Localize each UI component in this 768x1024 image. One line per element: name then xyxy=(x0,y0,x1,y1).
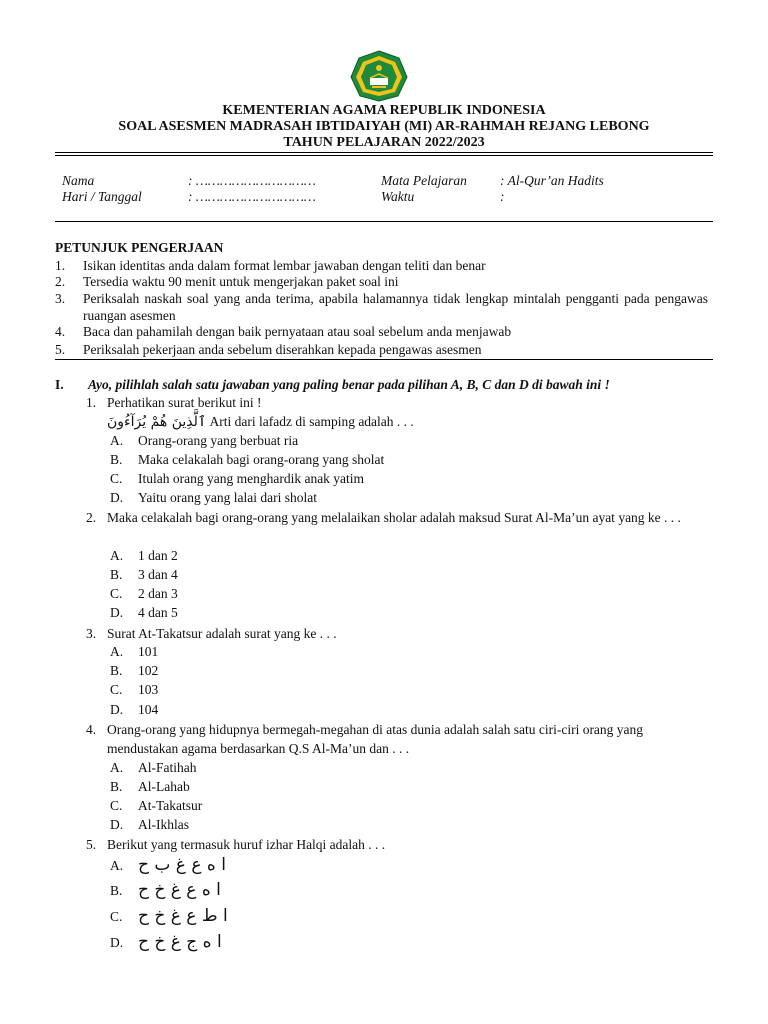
option-text: Al-Lahab xyxy=(138,779,190,794)
arabic-lafadz: ٱلَّذِينَ هُمْ يُرَآءُونَ xyxy=(107,414,207,430)
option-text: 104 xyxy=(138,702,159,717)
option-letter: B. xyxy=(110,779,123,794)
waktu-label: Waktu xyxy=(381,189,415,204)
option-letter: C. xyxy=(110,586,123,601)
question-number: 5. xyxy=(86,837,97,852)
option-text: Maka celakalah bagi orang-orang yang sholat xyxy=(138,452,385,467)
option-letter: C. xyxy=(110,798,123,813)
option-letter: A. xyxy=(110,644,124,659)
instructions-title: PETUNJUK PENGERJAAN xyxy=(55,240,224,255)
question-text: Berikut yang termasuk huruf izhar Halqi adalah . . . xyxy=(107,837,386,852)
option-letter: C. xyxy=(110,682,123,697)
instruction-text: Periksalah pekerjaan anda sebelum diserahkan kepada pengawas asesmen xyxy=(83,342,482,357)
mata-pelajaran-value: : Al-Qur’an Hadits xyxy=(500,173,604,188)
option-arabic-letters: ا ه ع غ خ ح xyxy=(138,880,221,900)
instruction-text: Baca dan pahamilah dengan baik pernyataan atau soal sebelum anda menjawab xyxy=(83,324,512,339)
info-divider xyxy=(55,221,713,222)
option-arabic-letters: ا ه ع غ ب ح xyxy=(138,855,226,875)
question-text: Perhatikan surat berikut ini ! xyxy=(107,395,262,410)
option-letter: D. xyxy=(110,935,124,950)
option-letter: B. xyxy=(110,452,123,467)
instruction-number: 5. xyxy=(55,342,66,357)
option-text: 102 xyxy=(138,663,159,678)
option-text: 101 xyxy=(138,644,159,659)
option-arabic-letters: ا ه ج غ خ ح xyxy=(138,932,222,952)
instruction-number: 3. xyxy=(55,291,66,306)
question-number: 3. xyxy=(86,626,97,641)
instruction-text: Periksalah naskah soal yang anda terima, apabila halamannya tidak lengkap mintalah pengganti pada pengawas ruangan asesmen xyxy=(83,291,708,323)
option-letter: A. xyxy=(110,548,124,563)
nama-label: Nama xyxy=(62,173,95,188)
question-number: 1. xyxy=(86,395,97,410)
nama-field[interactable]: : ………………………… xyxy=(188,173,316,188)
option-letter: B. xyxy=(110,663,123,678)
header-ministry: KEMENTERIAN AGAMA REPUBLIK INDONESIA xyxy=(222,103,546,118)
option-letter: A. xyxy=(110,760,124,775)
option-letter: A. xyxy=(110,858,124,873)
option-text: 1 dan 2 xyxy=(138,548,178,563)
option-text: Al-Ikhlas xyxy=(138,817,189,832)
instruction-number: 1. xyxy=(55,258,66,273)
instruction-number: 2. xyxy=(55,274,66,289)
option-letter: B. xyxy=(110,567,123,582)
ministry-logo xyxy=(350,50,408,102)
option-letter: D. xyxy=(110,490,124,505)
waktu-value: : xyxy=(500,189,505,204)
option-text: 103 xyxy=(138,682,159,697)
hari-tanggal-field[interactable]: : ………………………… xyxy=(188,189,316,204)
header-school-year: TAHUN PELAJARAN 2022/2023 xyxy=(283,135,485,150)
question-number: 4. xyxy=(86,722,97,737)
option-letter: A. xyxy=(110,433,124,448)
instruction-text: Tersedia waktu 90 menit untuk mengerjakan paket soal ini xyxy=(83,274,399,289)
question-text: Maka celakalah bagi orang-orang yang melalaikan sholar adalah maksud Surat Al-Ma’un ayat yang ke . . . xyxy=(107,510,681,525)
question-number: 2. xyxy=(86,510,97,525)
option-text: At-Takatsur xyxy=(138,798,203,813)
section-number: I. xyxy=(55,377,64,392)
section-text: Ayo, pilihlah salah satu jawaban yang paling benar pada pilihan A, B, C dan D di bawah ini ! xyxy=(88,377,610,392)
instruction-number: 4. xyxy=(55,324,66,339)
header-divider-bottom xyxy=(55,155,713,156)
option-text: 2 dan 3 xyxy=(138,586,178,601)
option-letter: C. xyxy=(110,909,123,924)
header-exam-title: SOAL ASESMEN MADRASAH IBTIDAIYAH (MI) AR-RAHMAH REJANG LEBONG xyxy=(118,119,650,134)
option-letter: D. xyxy=(110,702,124,717)
option-text: Itulah orang yang menghardik anak yatim xyxy=(138,471,365,486)
hari-tanggal-label: Hari / Tanggal xyxy=(62,189,142,204)
option-letter: D. xyxy=(110,605,124,620)
option-text: Yaitu orang yang lalai dari sholat xyxy=(138,490,317,505)
question-text: Surat At-Takatsur adalah surat yang ke . . . xyxy=(107,626,337,641)
header-divider-top xyxy=(55,152,713,153)
option-text: 4 dan 5 xyxy=(138,605,178,620)
instruction-text: Isikan identitas anda dalam format lembar jawaban dengan teliti dan benar xyxy=(83,258,486,273)
option-letter: B. xyxy=(110,883,123,898)
instructions-divider xyxy=(55,359,713,360)
option-text: 3 dan 4 xyxy=(138,567,178,582)
question-text: Orang-orang yang hidupnya bermegah-megahan di atas dunia adalah salah satu ciri-ciri orang yang mendustakan agama berdasarkan Q.S Al-Ma’un dan . . . xyxy=(107,722,644,756)
question-text-continued: Arti dari lafadz di samping adalah . . . xyxy=(209,414,414,429)
option-text: Orang-orang yang berbuat ria xyxy=(138,433,299,448)
mata-pelajaran-label: Mata Pelajaran xyxy=(381,173,467,188)
option-letter: C. xyxy=(110,471,123,486)
option-arabic-letters: ا ط ع غ خ ح xyxy=(138,906,228,926)
option-text: Al-Fatihah xyxy=(138,760,197,775)
option-letter: D. xyxy=(110,817,124,832)
